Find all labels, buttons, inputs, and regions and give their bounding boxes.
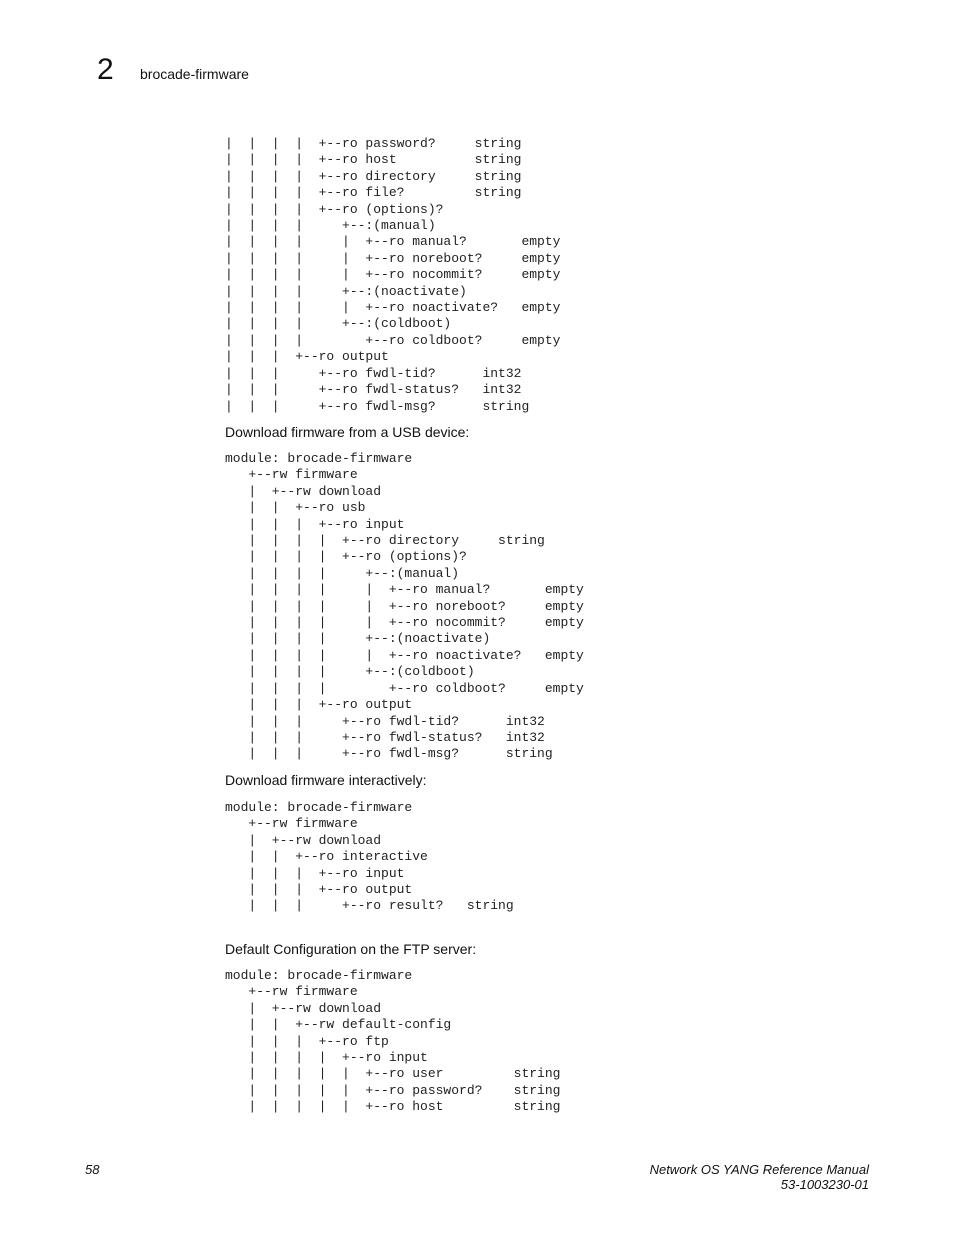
yang-tree-code-block-usb: module: brocade-firmware +--rw firmware | +--rw download | | +--ro usb | | | +--ro input | | | | +--ro directory string | | | | +--ro (options)? | | | | +--:(manual) | | | | | +--ro manual? empty | | | | | +--ro noreboot? empty | | | | | +--ro nocommit? empty | | | | +--:(noactivate) | | | | | +--ro noactivate? empty | | | | +--:(coldboot) | | | | +--ro coldboot? empty | | | +--ro output | | | +--ro fwdl-tid? int32 | | | +--ro fwdl-status? int32 | | | +--ro fwdl-msg? string — [225, 451, 584, 762]
yang-tree-code-block-default-config: module: brocade-firmware +--rw firmware | +--rw download | | +--rw default-config | | | +--ro ftp | | | | +--ro input | | | | | +--ro user string | | | | | +--ro password? string | | | | | +--ro host string — [225, 968, 561, 1115]
chapter-title: brocade-firmware — [140, 66, 249, 82]
manual-title: Network OS YANG Reference Manual — [649, 1162, 869, 1177]
chapter-number: 2 — [97, 53, 114, 86]
document-id: 53-1003230-01 — [780, 1177, 869, 1192]
yang-tree-code-block: | | | | +--ro password? string | | | | +--ro host string | | | | +--ro directory string | | | | +--ro file? string | | | | +--ro (options)? | | | | +--:(manual) | | | | | +--ro manual? empty | | | | | +--ro noreboot? empty | | | | | +--ro nocommit? empty | | | | +--:(noactivate) | | | | | +--ro noactivate? empty | | | | +--:(coldboot) | | | | +--ro coldboot? empty | | | +--ro output | | | +--ro fwdl-tid? int32 | | | +--ro fwdl-status? int32 | | | +--ro fwdl-msg? string — [225, 136, 561, 414]
footer-manual-info — [650, 1162, 869, 1192]
yang-tree-code-block-interactive: module: brocade-firmware +--rw firmware | +--rw download | | +--ro interactive | | | +--ro input | | | +--ro output | | | +--ro result? string — [225, 800, 514, 914]
section-caption-usb: Download firmware from a USB device: — [225, 424, 470, 440]
section-caption-interactive: Download firmware interactively: — [225, 772, 427, 788]
section-caption-default-config: Default Configuration on the FTP server: — [225, 941, 477, 957]
page-number: 58 — [85, 1162, 100, 1177]
